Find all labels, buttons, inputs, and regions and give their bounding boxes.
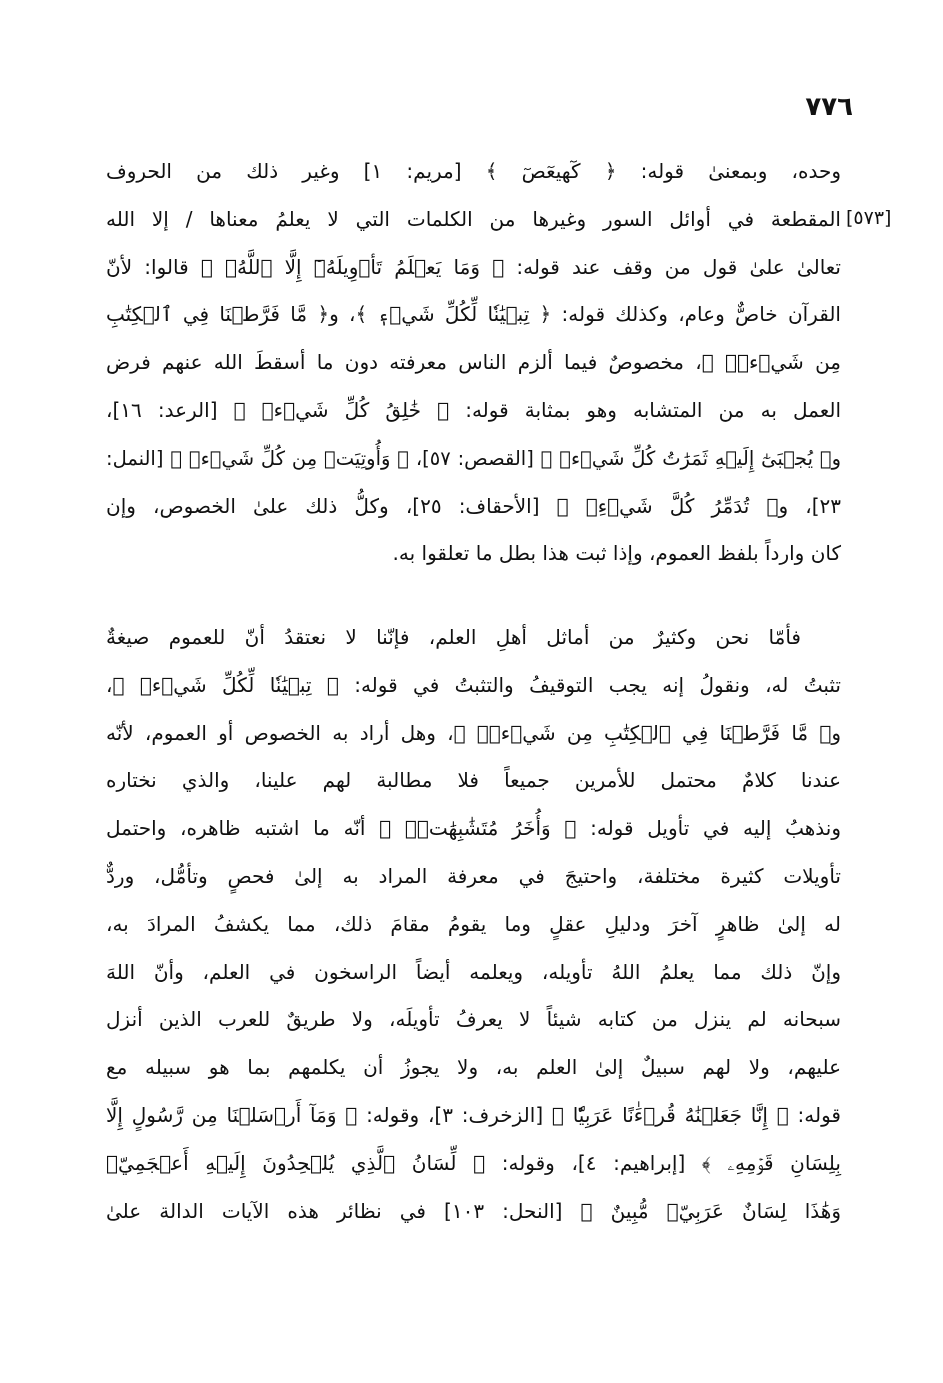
text-line: العمل به من المتشابه وهو بمثابة قوله: ﴿ خَٰلِقُ كُلِّ شَيۡءٖ ﴾ [الرعد: ١٦]، [106,397,841,422]
text-line: سبحانه لم ينزل من كتابه شيئاً لا يعرفُ تأويلَه، ولا طريقٌ للعرب الذين أنزل [106,1007,841,1032]
text-line: فأمّا نحن وكثيرٌ من أماثل أهلِ العلم، فإنّنا لا نعتقدُ أنّ للعموم صيغةٌ [106,625,801,649]
text-line: له إلىٰ ظاهرٍ آخرَ ودليلِ عقلٍ وما يقومُ مقامَ ذلك، مما يكشفُ المرادَ به، [106,911,841,936]
text-line: وإنّ ذلك مما يعلمُ اللهُ تأويله، ويعلمه أيضاً الراسخون في العلم، وأنّ اللهَ [106,959,841,984]
text-line: و﴿ يُجۡبَىٰٓ إِلَيۡهِ ثَمَرَٰتُ كُلِّ شَيۡءٖ ﴾ [القصص: ٥٧]، ﴿ وَأُوتِيَتۡ مِن كُلِّ شَيۡءٖ ﴾ [النمل: [106,446,841,470]
paragraph-2 [106,614,841,1235]
text-line: كان وارداً بلفظ العموم، وإذا ثبت هذا بطل ما تعلقوا به. [392,541,841,566]
text-line: بِلِسَانِ قَوۡمِهِۦ ﴾ [إبراهيم: ٤]، وقوله: ﴿ لِّسَانُ ٱلَّذِي يُلۡحِدُونَ إِلَيۡهِ أَعۡجَمِيّٞ [106,1150,841,1175]
text-line: ٢٣]، و﴿ تُدَمِّرُ كُلَّ شَيۡءِۭ ﴾ [الأحقاف: ٢٥]، وكلُّ ذلك علىٰ الخصوص، وإن [106,493,841,518]
text-line: تعالىٰ علىٰ قول من وقف عند قوله: ﴿ وَمَا يَعۡلَمُ تَأۡوِيلَهُۥٓ إِلَّا ٱللَّهُۗ ﴾ قالوا: لأنّ [106,254,841,279]
text-line: قوله: ﴿ إِنَّا جَعَلۡنَٰهُ قُرۡءَٰنًا عَرَبِيّٗا ﴾ [الزخرف: ٣]، وقوله: ﴿ وَمَآ أَرۡسَلۡنَا مِن رَّسُولٍ إِلَّا [106,1102,841,1127]
text-line: وحده، وبمعنىٰ قوله: ﴿ كٓهيعٓصٓ ﴾ [مريم: ١] وغير ذلك من الحروف [106,159,841,183]
text-line: المقطعة في أوائل السور وغيرها من الكلمات التي لا يعلمُ معناها / إلا الله [106,206,841,231]
text-line: عليهم، ولا لهم سبيلٌ إلىٰ العلم به، ولا يجوزُ أن يكلمهم بما هو سبيله مع [106,1055,841,1080]
text-line: تثبتُ له، ونقولُ إنه يجب التوقيفُ والتثبتُ في قوله: ﴿ تِبۡيَٰنٗا لِّكُلِّ شَيۡءٖ ﴾، [106,672,841,697]
text-line: تأويلات كثيرة مختلفة، واحتيجَ في معرفة المراد به إلىٰ فحصٍ وتأمُّل، وردٌّ [106,863,841,888]
page-number: ٧٧٦ [805,92,853,122]
paragraph-1 [106,148,841,578]
text-line: مِن شَيۡءٖۚ ﴾، مخصوصٌ فيما ألزم الناس معرفته دون ما أسقطَ الله عنهم فرض [106,350,841,375]
text-line: ونذهبُ إليه في تأويل قوله: ﴿ وَأُخَرُ مُتَشَٰبِهَٰتٞۖ ﴾ أنّه ما اشتبه ظاهره، واحتمل [106,816,841,841]
margin-reference: [٥٧٣] [846,207,892,229]
text-line: وَهَٰذَا لِسَانٌ عَرَبِيّٞ مُّبِينٌ ﴾ [النحل: ١٠٣] في نظائر هذه الآيات الدالة علىٰ [106,1198,841,1223]
text-line: القرآن خاصٌّ وعام، وكذلك قوله: ﴿ تِبۡيَٰنٗا لِّكُلِّ شَيۡءٖ ﴾، و﴿ مَّا فَرَّطۡنَا فِي ٱلۡكِتَٰبِ [106,302,841,327]
text-line: و﴿ مَّا فَرَّطۡنَا فِي ٱلۡكِتَٰبِ مِن شَيۡءٖۚ ﴾، وهل أراد به الخصوص أو العموم، لأنّه [106,720,841,745]
text-line: عندنا كلامٌ محتمل للأمرين جميعاً فلا مطالبة لهم علينا، والذي نختاره [106,768,841,793]
